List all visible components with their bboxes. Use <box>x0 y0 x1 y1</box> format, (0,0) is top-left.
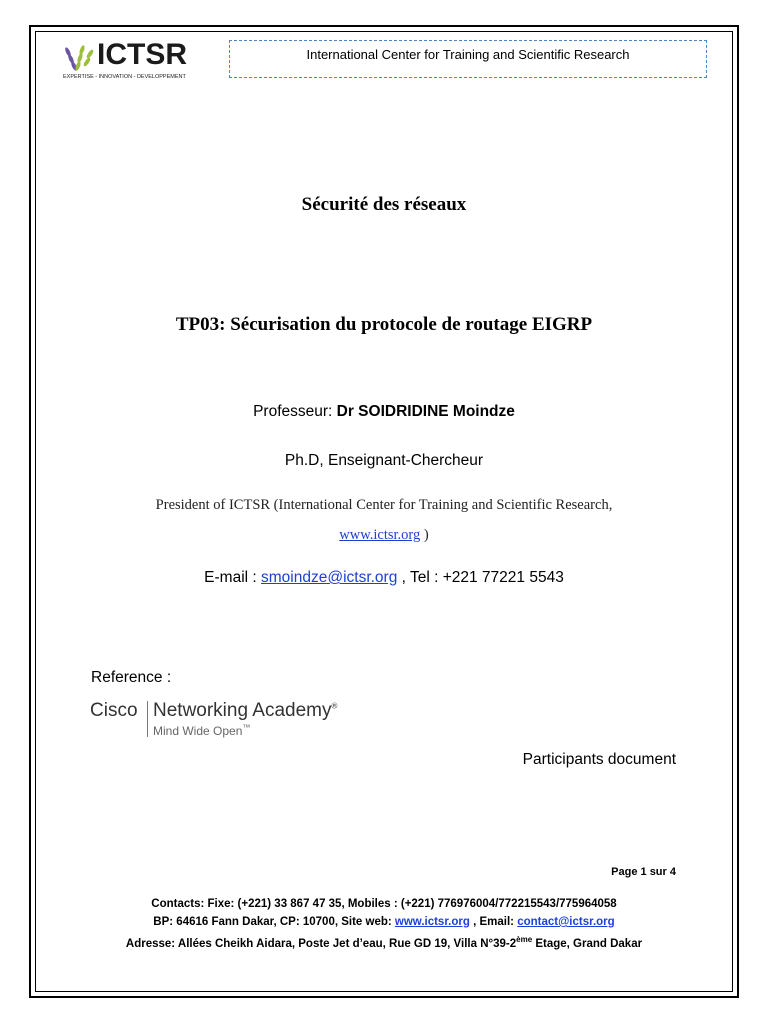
degree-line: Ph.D, Enseignant-Chercheur <box>284 452 484 469</box>
header-text: International Center for Training and Scientific Research <box>306 47 630 62</box>
reference-label: Reference : <box>91 669 172 686</box>
professor-label: Professeur: <box>253 403 337 420</box>
email-link[interactable]: smoindze@ictsr.org <box>261 569 398 586</box>
footer-site-link[interactable]: www.ictsr.org <box>394 916 470 928</box>
president-website-line <box>0 527 768 544</box>
footer-line-3: Adresse: Allées Cheikh Aidara, Poste Jet d’eau, Rue GD 19, Villa N°39-2ème Etage, Grand Dakar <box>125 935 643 950</box>
participants-document-label: Participants document <box>522 751 676 768</box>
page-number: Page 1 sur 4 <box>611 866 676 878</box>
professor-line <box>0 403 768 421</box>
logo-tagline: EXPERTISE - INNOVATION - DEVELOPPEMENT <box>63 74 186 80</box>
logo-name: ICTSR <box>97 38 187 71</box>
footer-line-1: Contacts: Fixe: (+221) 33 867 47 35, Mobiles : (+221) 776976004/772215543/775964058 <box>151 898 617 910</box>
footer-contacts <box>0 895 768 953</box>
header-box <box>229 40 707 78</box>
cisco-academy-name: Networking Academy® <box>153 700 338 721</box>
footer-line-2: BP: 64616 Fann Dakar, CP: 10700, Site web: www.ictsr.org , Email: contact@ictsr.org <box>153 916 615 928</box>
cisco-tagline: Mind Wide Open™ <box>153 723 251 738</box>
cisco-brand: Cisco <box>90 700 138 721</box>
email-line <box>0 569 768 587</box>
ictsr-logo <box>60 38 215 84</box>
cisco-academy-logo <box>90 698 370 742</box>
cisco-separator <box>147 701 148 737</box>
tel-text: , Tel : +221 77221 5543 <box>397 569 564 586</box>
footer-email-link[interactable]: contact@ictsr.org <box>517 916 615 928</box>
document-subtitle: TP03: Sécurisation du protocole de routage EIGRP <box>175 314 593 335</box>
email-label: E-mail : <box>204 569 261 586</box>
wheat-leaves-icon <box>60 42 96 74</box>
website-link[interactable]: www.ictsr.org <box>339 527 421 543</box>
president-line: President of ICTSR (International Center for Training and Scientific Research, <box>155 497 613 513</box>
president-close: ) <box>420 527 429 543</box>
document-title: Sécurité des réseaux <box>301 194 467 215</box>
professor-name: Dr SOIDRIDINE Moindze <box>336 403 515 420</box>
